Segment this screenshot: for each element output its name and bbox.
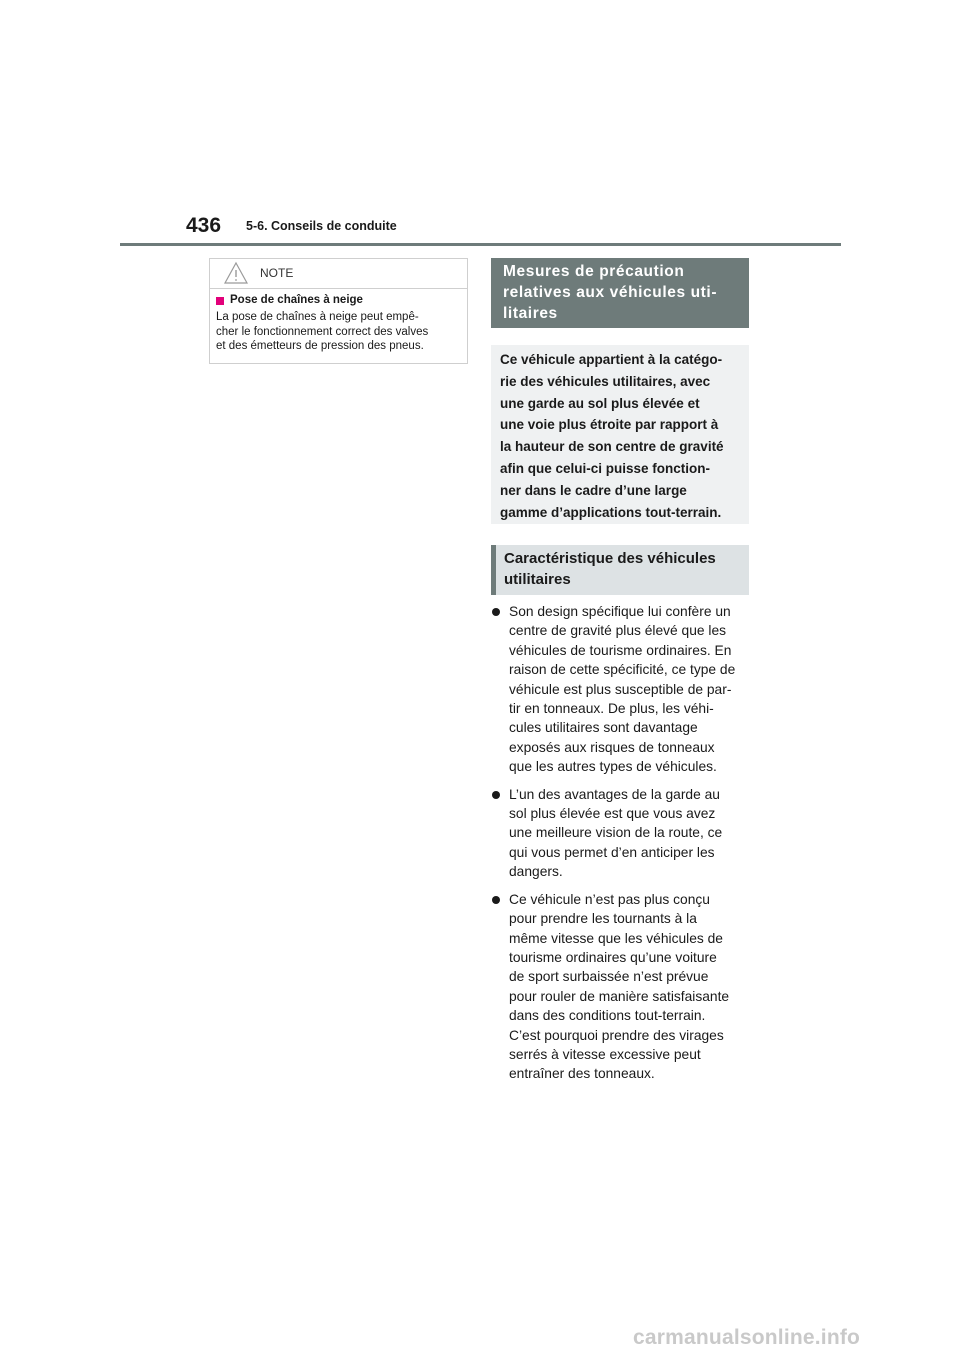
list-item: [491, 890, 753, 1084]
list-item-line: pour prendre les tournants à la: [509, 911, 697, 927]
list-item-line: que les autres types de véhicules.: [509, 759, 717, 775]
list-item-line: pour rouler de manière satisfaisante: [509, 988, 730, 1004]
list-item-line: entraîner des tonneaux.: [509, 1066, 655, 1082]
precautions-heading: [491, 258, 749, 328]
list-item-line: même vitesse que les véhicules de: [509, 930, 723, 946]
bullet-dot-icon: [492, 791, 500, 799]
note-body: [210, 289, 467, 354]
list-item-line: véhicules de tourisme ordinaires. En: [509, 642, 732, 658]
note-text: [216, 310, 460, 354]
list-item-line: véhicule est plus susceptible de par-: [509, 681, 732, 697]
precautions-heading-line: relatives aux véhicules uti-: [503, 284, 718, 301]
bullet-dot-icon: [492, 896, 500, 904]
list-item-line: une meilleure vision de la route, ce: [509, 825, 723, 841]
intro-line: gamme d’applications tout-terrain.: [500, 504, 722, 520]
header-rule: [120, 243, 841, 246]
characteristics-list: [491, 602, 753, 1092]
intro-line: Ce véhicule appartient à la catégo-: [500, 352, 723, 367]
intro-line: une garde au sol plus élevée et: [500, 395, 700, 411]
page-number: 436: [186, 214, 222, 237]
note-line: La pose de chaînes à neige peut empê-: [216, 311, 419, 323]
note-header: [210, 259, 467, 289]
list-item: [491, 602, 753, 777]
list-item-line: tir en tonneaux. De plus, les véhi-: [509, 701, 714, 717]
characteristics-heading: [491, 545, 749, 595]
list-item: [491, 785, 753, 882]
list-item-line: Ce véhicule n’est pas plus conçu: [509, 891, 710, 907]
list-item-line: C’est pourquoi prendre des virages: [509, 1027, 724, 1043]
list-item-line: cules utilitaires sont davantage: [509, 720, 698, 736]
note-line: et des émetteurs de pression des pneus.: [216, 340, 424, 352]
list-item-line: qui vous permet d’en anticiper les: [509, 844, 715, 860]
note-box: [209, 258, 468, 364]
list-item-line: centre de gravité plus élevé que les: [509, 623, 727, 639]
intro-line: rie des véhicules utilitaires, avec: [500, 373, 711, 389]
bullet-dot-icon: [492, 608, 500, 616]
list-item-line: raison de cette spécificité, ce type de: [509, 662, 736, 678]
list-item-line: de sport surbaissée n’est prévue: [509, 969, 709, 985]
note-heading-text: Pose de chaînes à neige: [230, 294, 363, 306]
list-item-line: tourisme ordinaires qu’une voiture: [509, 949, 717, 965]
list-item-line: serrés à vitesse excessive peut: [509, 1046, 701, 1062]
list-item-line: L’un des avantages de la garde au: [509, 786, 720, 802]
list-item-line: Son design spécifique lui confère un: [509, 604, 731, 619]
intro-line: ner dans le cadre d’une large: [500, 482, 687, 498]
list-item-line: sol plus élevée est que vous avez: [509, 806, 716, 822]
precautions-heading-line: Mesures de précaution: [503, 263, 685, 280]
intro-line: afin que celui-ci puisse fonction-: [500, 460, 711, 476]
note-line: cher le fonctionnement correct des valves: [216, 325, 429, 338]
section-title: 5-6. Conseils de conduite: [246, 219, 397, 233]
precautions-heading-line: litaires: [503, 305, 558, 322]
intro-box: [491, 345, 749, 524]
intro-line: la hauteur de son centre de gravité: [500, 439, 724, 455]
list-item-line: exposés aux risques de tonneaux: [509, 739, 715, 755]
list-item-line: dans des conditions tout-terrain.: [509, 1008, 706, 1024]
note-label: NOTE: [260, 266, 294, 280]
characteristics-heading-line: utilitaires: [504, 571, 571, 588]
list-item-line: dangers.: [509, 864, 563, 880]
characteristics-heading-line: Caractéristique des véhicules: [504, 550, 716, 567]
pink-square-icon: [216, 297, 224, 305]
warning-triangle-icon: [223, 261, 249, 285]
intro-line: une voie plus étroite par rapport à: [500, 417, 719, 433]
note-heading: [216, 293, 460, 308]
watermark[interactable]: carmanualsonline.info: [633, 1326, 861, 1349]
